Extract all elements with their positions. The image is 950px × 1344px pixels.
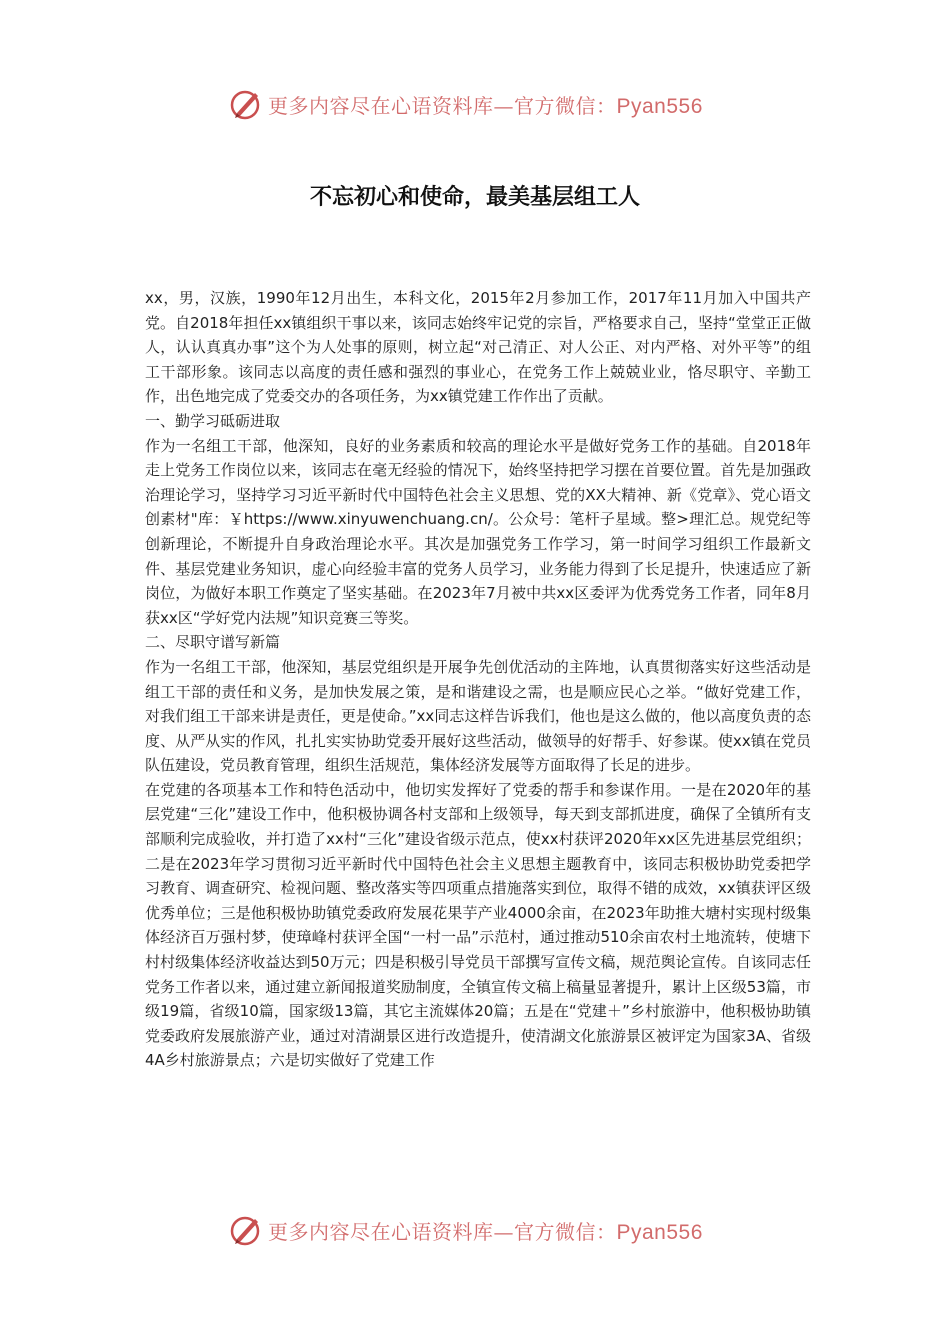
wechat-id: Pyan556 [616, 1220, 703, 1244]
paragraph-intro: xx，男，汉族，1990年12月出生，本科文化，2015年2月参加工作，2017年11月加入中国共产党。自2018年担任xx镇组织干事以来，该同志始终牢记党的宗旨，严格要求自己，坚持“堂堂正正做人，认认真真办事”这个为人处事的原则，树立起“对己清正、对人公正、对内严格、对外平等”的组工干部形象。该同志以高度的责任感和强烈的事业心，在党务工作上兢兢业业，恪尽职守、辛勤工作，出色地完成了党委交办的各项任务，为xx镇党建工作作出了贡献。 [145, 289, 811, 406]
section-heading-2: 二、尽职守谱写新篇 [145, 633, 281, 652]
paragraph-activities: 在党建的各项基本工作和特色活动中，他切实发挥好了党委的帮手和参谋作用。一是在2020年的基层党建“三化”建设工作中，他积极协调各村支部和上级领导，每天到支部抓进度，确保了全镇所有支部顺利完成验收，并打造了xx村“三化”建设省级示范点，使xx村获评2020年xx区先进基层党组织；二是在2023年学习贯彻习近平新时代中国特色社会主义思想主题教育中，该同志积极协助党委把学习教育、调查研究、检视问题、整改落实等四项重点措施落实到位，取得不错的成效，xx镇获评区级优秀单位；三是他积极协助镇党委政府发展花果芋产业4000余亩，在2023年助推大塘村实现村级集体经济百万强村梦，使璋峰村获评全国“一村一品”示范村，通过推动510余亩农村土地流转，使塘下村村级集体经济收益达到50万元；四是积极引导党员干部撰写宣传文稿，规范舆论宣传。自该同志任党务工作者以来，通过建立新闻报道奖励制度，全镇宣传文稿上稿量显著提升，累计上区级53篇，市级19篇，省级10篇，国家级13篇，其它主流媒体20篇；五是在“党建＋”乡村旅游中，他积极协助镇党委政府发展旅游产业，通过对清湖景区进行改造提升，使清湖文化旅游景区被评定为国家3A、省级4A乡村旅游景点；六是切实做好了党建工作 [145, 780, 811, 1070]
banner-text [268, 1216, 703, 1245]
document-body [145, 286, 811, 1073]
wechat-id: Pyan556 [616, 94, 703, 118]
banner-label: 更多内容尽在心语资料库—官方微信： [268, 93, 617, 118]
header-banner [228, 84, 728, 124]
paragraph-duty: 作为一名组工干部，他深知，基层党组织是开展争先创优活动的主阵地，认真贯彻落实好这些活动是组工干部的责任和义务，是加快发展之策，是和谐建设之需，也是顺应民心之举。“做好党建工作，对我们组工干部来讲是责任，更是使命。”xx同志这样告诉我们，他也是这么做的，他以高度负责的态度、从严从实的作风，扎扎实实协助党委开展好这些活动，做领导的好帮手、好参谋。使xx镇在党员队伍建设，党员教育管理，组织生活规范，集体经济发展等方面取得了长足的进步。 [145, 657, 811, 775]
footer-banner [228, 1210, 728, 1250]
document-title: 不忘初心和使命，最美基层组工人 [309, 185, 640, 210]
banner-text [268, 90, 703, 119]
section-heading-1: 一、勤学习砥砺进取 [145, 411, 281, 430]
pen-circle-logo-icon [228, 1212, 264, 1248]
pen-circle-logo-icon [228, 86, 264, 122]
banner-label: 更多内容尽在心语资料库—官方微信： [268, 1219, 617, 1244]
paragraph-study: 作为一名组工干部，他深知，良好的业务素质和较高的理论水平是做好党务工作的基础。自2018年走上党务工作岗位以来，该同志在毫无经验的情况下，始终坚持把学习摆在首要位置。首先是加强政治理论学习，坚持学习习近平新时代中国特色社会主义思想、党的XX大精神、新《党章》、党心语文创素材"库：￥https://www.xinyuwenchuang.cn/。公众号：笔杆子星域。整>理汇总。规党纪等创新理论，不断提升自身政治理论水平。其次是加强党务工作学习，第一时间学习组织工作最新文件、基层党建业务知识，虚心向经验丰富的党务人员学习，业务能力得到了长足提升，快速适应了新岗位，为做好本职工作奠定了坚实基础。在2023年7月被中共xx区委评为优秀党务工作者，同年8月获xx区“学好党内法规”知识竞赛三等奖。 [145, 436, 811, 627]
